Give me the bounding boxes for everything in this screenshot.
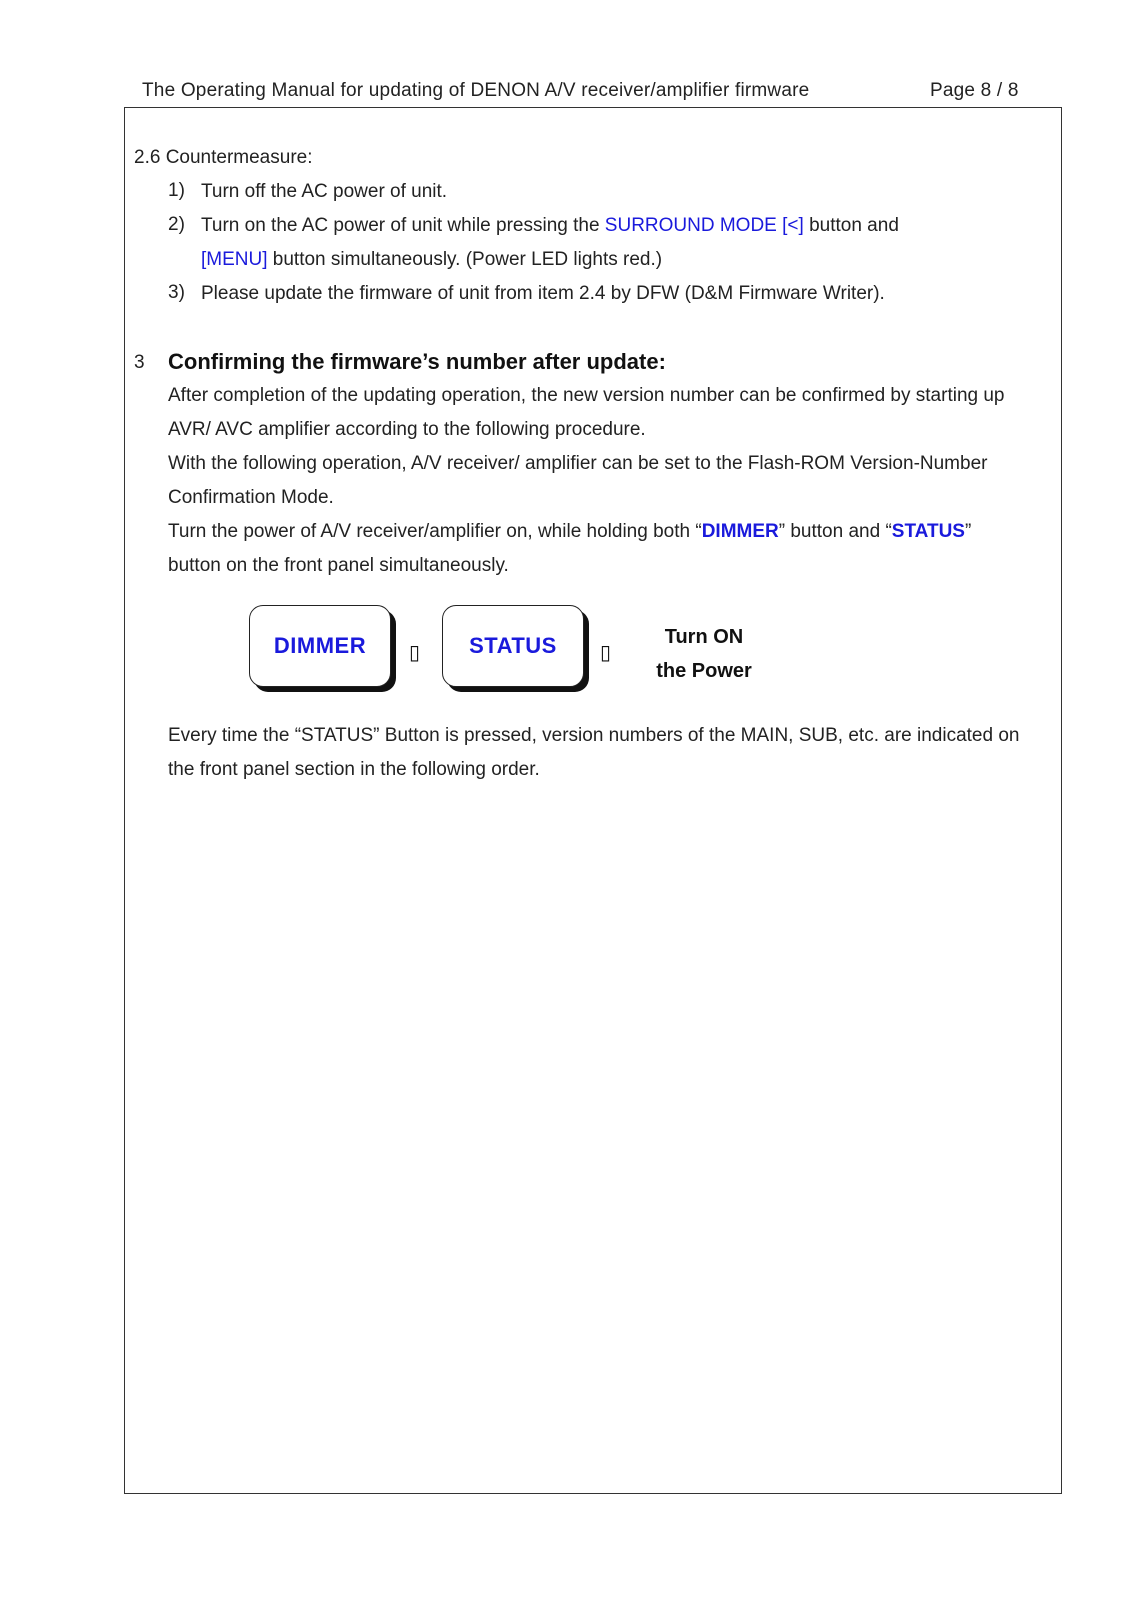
turn-on-line-2: the Power (656, 660, 752, 682)
menu-key: [MENU] (201, 249, 268, 270)
step-1-number: 1) (168, 180, 185, 201)
status-button-illustration: STATUS (442, 605, 584, 687)
turn-on-power-label (642, 620, 766, 688)
step-2-line-2 (201, 248, 662, 272)
section-3-number: 3 (134, 352, 145, 373)
section-3-title: Confirming the firmware’s number after update: (168, 349, 666, 374)
para3-line2: button on the front panel simultaneously. (168, 555, 509, 576)
para1-line2: AVR/ AVC amplifier according to the following procedure. (168, 419, 646, 440)
section-2-6-title: 2.6 Countermeasure: (134, 147, 313, 168)
para3-pre: Turn the power of A/V receiver/amplifier on, while holding both “ (168, 521, 702, 542)
para3-mid: ” button and “ (778, 521, 892, 542)
status-inline: STATUS (891, 521, 965, 542)
then-symbol: ▯ (600, 642, 612, 664)
step-2-post: button simultaneously. (Power LED lights red.) (267, 249, 663, 270)
step-2-line-1 (201, 214, 899, 238)
header-title: The Operating Manual for updating of DENON A/V receiver/amplifier firmware (142, 80, 810, 101)
para3-line1 (168, 520, 971, 544)
content-frame (124, 107, 1062, 1494)
step-3-number: 3) (168, 282, 185, 303)
para4-line2: the front panel section in the following order. (168, 759, 540, 780)
step-1-text: Turn off the AC power of unit. (201, 181, 448, 202)
para4-line1: Every time the “STATUS” Button is pressed, version numbers of the MAIN, SUB, etc. are indicated on (168, 725, 1020, 746)
para1-line1: After completion of the updating operation, the new version number can be confirmed by starting up (168, 385, 1005, 406)
dimmer-inline: DIMMER (701, 521, 779, 542)
para2-line2: Confirmation Mode. (168, 487, 334, 508)
page-number: Page 8 / 8 (930, 80, 1019, 101)
turn-on-line-1: Turn ON (664, 626, 744, 648)
step-3-text: Please update the firmware of unit from item 2.4 by DFW (D&M Firmware Writer). (201, 283, 885, 304)
step-2-number: 2) (168, 214, 185, 235)
step-2-pre: Turn on the AC power of unit while pressing the (201, 215, 605, 236)
step-2-mid: button and (803, 215, 899, 236)
plus-symbol: ▯ (409, 642, 421, 664)
para2-line1: With the following operation, A/V receiver/ amplifier can be set to the Flash-ROM Version-Number (168, 453, 988, 474)
dimmer-button-illustration: DIMMER (249, 605, 391, 687)
para3-end: ” (964, 521, 972, 542)
surround-mode-key: SURROUND MODE [<] (604, 215, 804, 236)
